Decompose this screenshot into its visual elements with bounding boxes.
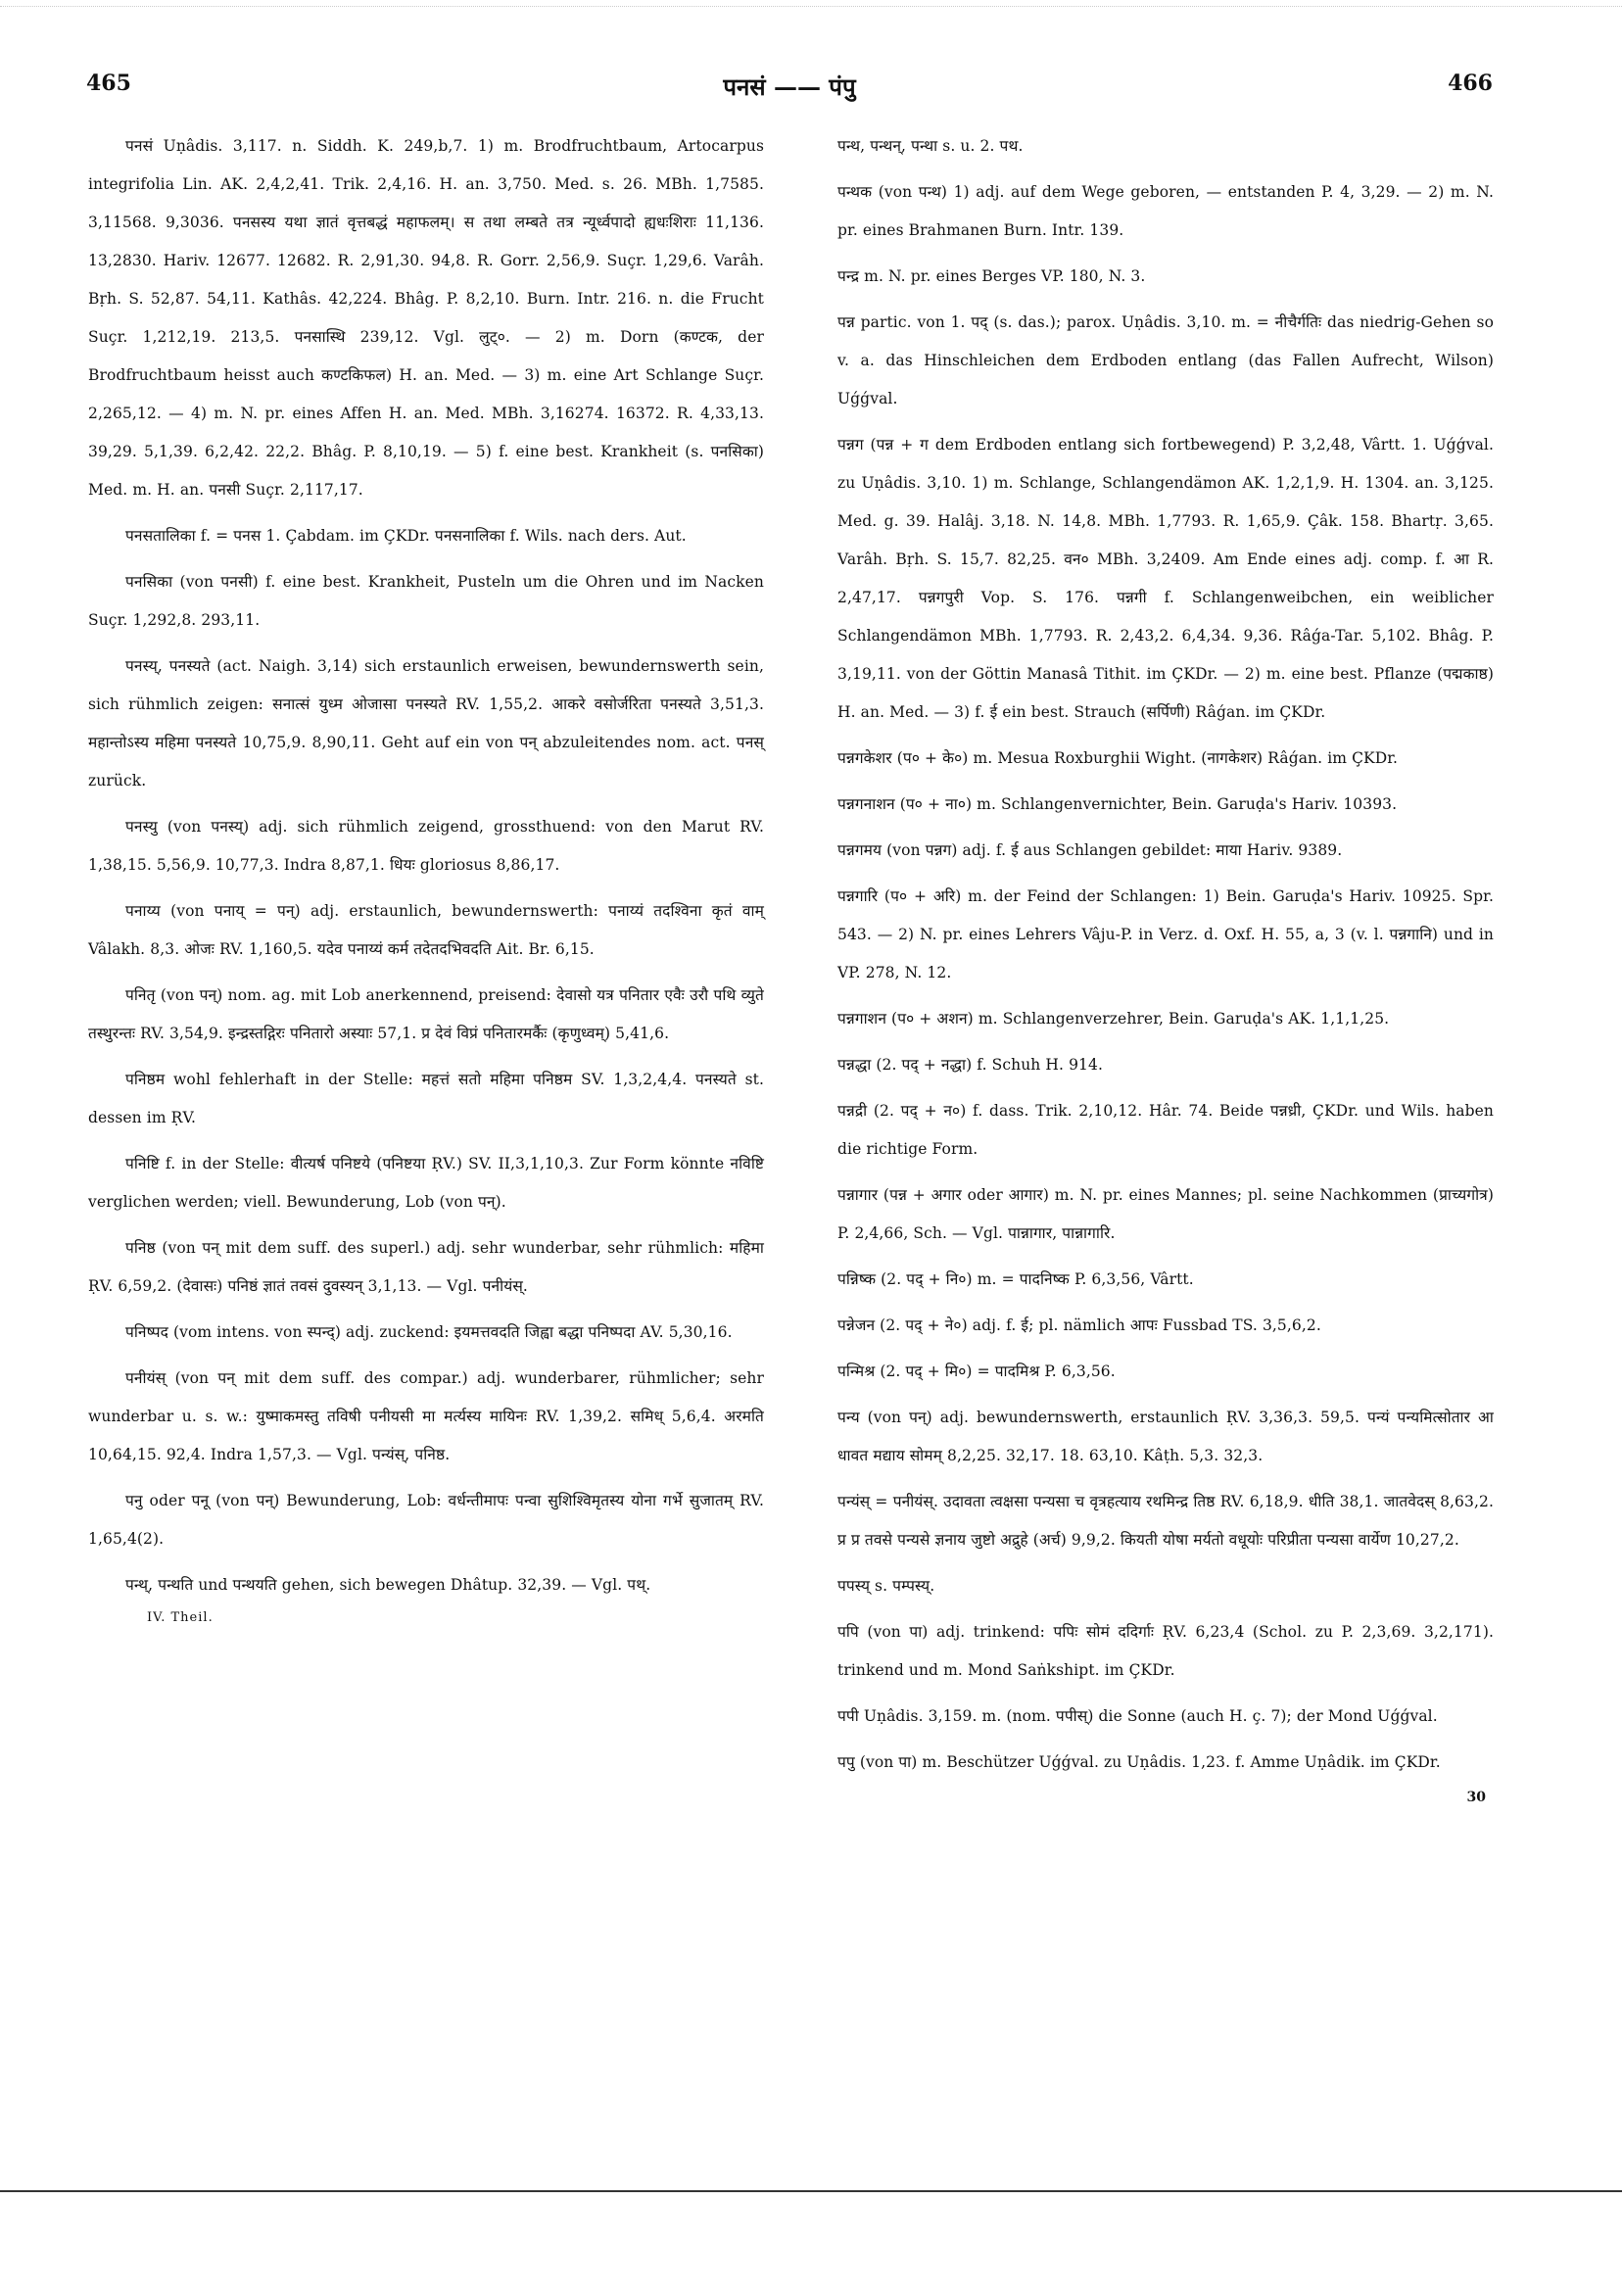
dictionary-entry: पपस्य् s. पम्पस्य्. [837,1577,935,1595]
dictionary-entry: पन्नगमय (von पन्नग) adj. f. ई aus Schlangen gebildet: माया Hariv. 9389. [837,841,1343,859]
dictionary-entry: पन्नागार (पन्न + अगार oder आगार) m. N. pr. eines Mannes; pl. seine Nachkommen (प्राच्यगोत्र) P. 2,4,66, Sch. — Vgl. पान्नागार, पान्नागारि. [837,1186,1494,1242]
page-header [86,71,1493,110]
dictionary-entry: पन्नद्धा (2. पद् + नद्धा) f. Schuh H. 914. [837,1056,1103,1074]
dictionary-entry: पन्थ, पन्थन्, पन्था s. u. 2. पथ. [837,137,1024,155]
left-column [88,127,764,1625]
dictionary-entry: पनाय्य (von पनाय् = पन्) adj. erstaunlich, bewundernswerth: पनाय्यं तदश्विना कृतं वाम् Vâlakh. 8,3. ओजः RV. 1,160,5. यदेव पनाय्यं कर्म तदेतदभिवदति Ait. Br. 6,15. [88,902,764,958]
dictionary-entry: पनिष्पद (vom intens. von स्पन्द्) adj. zuckend: इयमत्तवदति जिह्वा बद्धा पनिष्पदा AV. 5,30,16. [125,1323,733,1341]
dictionary-entry: पन्नग (पन्न + ग dem Erdboden entlang sich fortbewegend) P. 3,2,48, Vârtt. 1. Uǵǵval. zu Uṇâdis. 3,10. 1) m. Schlange, Schlangendämon AK. 1,2,1,9. H. 1304. an. 3,125. Med. g. 39. Halâj. 3,18. N. 14,8. MBh. 1,7793. R. 1,65,9. Çâk. 158. Bhartṛ. 3,65. Varâh. Bṛh. S. 15,7. 82,25. वन० MBh. 3,2409. Am Ende eines adj. comp. f. आ R. 2,47,17. पन्नगपुरी Vop. S. 176. पन्नगी f. Schlangenweibchen, ein weiblicher Schlangendämon MBh. 1,7793. R. 2,43,2. 6,4,34. 9,36. Râǵa-Tar. 5,102. Bhâg. P. 3,19,11. von der Göttin Manasâ Tithit. im ÇKDr. — 2) m. eine best. Pflanze (पद्मकाष्ठ) H. an. Med. — 3) f. ई ein best. Strauch (सर्पिणी) Râǵan. im ÇKDr. [837,436,1494,721]
dictionary-entry: पनीयंस् (von पन् mit dem suff. des compar.) adj. wunderbarer, rühmlicher; sehr wunderbar u. s. w.: युष्माकमस्तु तविषी पनीयसी मा मर्त्यस्य मायिनः RV. 1,39,2. समिध् 5,6,4. अरमति 10,64,15. 92,4. Indra 1,57,3. — Vgl. पन्यंस्, पनिष्ठ. [88,1369,764,1463]
dictionary-entry: पनस्यु (von पनस्य्) adj. sich rühmlich zeigend, grossthuend: von den Marut RV. 1,38,15. 5,56,9. 10,77,3. Indra 8,87,1. धियः gloriosus 8,86,17. [88,818,764,874]
dictionary-entry: पनिष्टि f. in der Stelle: वीत्यर्ष पनिष्टये (पनिष्टया ṚV.) SV. II,3,1,10,3. Zur Form könnte नविष्टि verglichen werden; viell. Bewunderung, Lob (von पन्). [88,1155,764,1211]
dictionary-entry: पन्निष्क (2. पद् + नि०) m. = पादनिष्क P. 6,3,56, Vârtt. [837,1270,1194,1288]
dictionary-entry: पनितृ (von पन्) nom. ag. mit Lob anerkennend, preisend: देवासो यत्र पनितार एवैः उरौ पथि व्युते तस्थुरन्तः RV. 3,54,9. इन्द्रस्तद्गिरः पनितारो अस्याः 57,1. प्र देवं विप्रं पनितारमर्कैः (कृणुध्वम्) 5,41,6. [88,986,764,1042]
running-title: पनसं —— पंपु [723,72,856,101]
signature-mark: 30 [1466,1790,1486,1805]
page-number-left: 465 [86,71,131,96]
dictionary-entry: पन्द्र m. N. pr. eines Berges VP. 180, N. 3. [837,267,1146,285]
dictionary-entry: पन्नेजन (2. पद् + ने०) adj. f. ई; pl. nämlich आपः Fussbad TS. 3,5,6,2. [837,1316,1321,1334]
dictionary-entry: पपु (von पा) m. Beschützer Uǵǵval. zu Uṇâdis. 1,23. f. Amme Uṇâdik. im ÇKDr. [837,1753,1441,1771]
page-number-right: 466 [1448,71,1493,96]
dictionary-entry: पन्नद्री (2. पद् + न०) f. dass. Trik. 2,10,12. Hâr. 74. Beide पन्नध्री, ÇKDr. und Wils. haben die richtige Form. [837,1102,1494,1158]
dictionary-entry: पनसतालिका f. = पनस 1. Çabdam. im ÇKDr. पनसनालिका f. Wils. nach ders. Aut. [125,527,687,545]
dictionary-entry: पनिष्ठम wohl fehlerhaft in der Stelle: महत्तं सतो महिमा पनिष्ठम SV. 1,3,2,4,4. पनस्यते st. dessen im ṚV. [88,1071,764,1126]
dictionary-entry: पन्नगारि (प० + अरि) m. der Feind der Schlangen: 1) Bein. Garuḍa's Hariv. 10925. Spr. 543. — 2) N. pr. eines Lehrers Vâju-P. in Verz. d. Oxf. H. 55, a, 3 (v. l. पन्नगानि) und in VP. 278, N. 12. [837,887,1494,981]
right-column [837,127,1494,1819]
dictionary-entry: पनस्य्, पनस्यते (act. Naigh. 3,14) sich erstaunlich erweisen, bewundernswerth sein, sich rühmlich zeigen: सनात्सं युध्म ओजासा पनस्यते RV. 1,55,2. आकरे वसोर्जरिता पनस्यते 3,51,3. महान्तोऽस्य महिमा पनस्यते 10,75,9. 8,90,11. Geht auf ein von पन् abzuleitendes nom. act. पनस् zurück. [88,657,764,789]
dictionary-entry: पन्थ्, पन्थति und पन्थयति gehen, sich bewegen Dhâtup. 32,39. — Vgl. पथ्. [125,1576,651,1594]
dictionary-entry: पनिष्ठ (von पन् mit dem suff. des superl.) adj. sehr wunderbar, sehr rühmlich: महिमा ṚV. 6,59,2. (देवासः) पनिष्ठं ज्ञातं तवसं दुवस्यन् 3,1,13. — Vgl. पनीयंस्. [88,1239,764,1295]
dictionary-entry: पपि (von पा) adj. trinkend: पपिः सोमं ददिर्गाः ṚV. 6,23,4 (Schol. zu P. 2,3,69. 3,2,171). trinkend und m. Mond Saṅkshipt. im ÇKDr. [837,1623,1494,1679]
dictionary-entry: पन्नगनाशन (प० + ना०) m. Schlangenvernichter, Bein. Garuḍa's Hariv. 10393. [837,795,1398,813]
dictionary-entry: पनु oder पनू (von पन्) Bewunderung, Lob: वर्धन्तीमापः पन्वा सुशिश्विमृतस्य योना गर्भे सुजातम् RV. 1,65,4(2). [88,1492,764,1548]
dictionary-entry: पन्मिश्र (2. पद् + मि०) = पादमिश्र P. 6,3,56. [837,1363,1116,1380]
dictionary-entry: पन्नगाशन (प० + अशन) m. Schlangenverzehrer, Bein. Garuḍa's AK. 1,1,1,25. [837,1010,1390,1028]
volume-note: IV. Theil. [147,1610,214,1625]
top-edge [0,0,1622,7]
dictionary-entry: पन्नगकेशर (प० + के०) m. Mesua Roxburghii Wight. (नागकेशर) Râǵan. im ÇKDr. [837,749,1399,767]
dictionary-entry: पन्न partic. von 1. पद् (s. das.); parox. Uṇâdis. 3,10. m. = नीचैर्गतिः das niedrig-Gehen so v. a. das Hinschleichen dem Erdboden entlang (das Fallen Aufrecht, Wilson) Uǵǵval. [837,313,1494,407]
dictionary-entry: पनसं Uṇâdis. 3,117. n. Siddh. K. 249,b,7. 1) m. Brodfruchtbaum, Artocarpus integrifolia Lin. AK. 2,4,2,41. Trik. 2,4,16. H. an. 3,750. Med. s. 26. MBh. 1,7585. 3,11568. 9,3036. पनसस्य यथा ज्ञातं वृत्तबद्धं महाफलम्। स तथा लम्बते तत्र न्यूर्ध्वपादो ह्यधःशिराः 11,136. 13,2830. Hariv. 12677. 12682. R. 2,91,30. 94,8. R. Gorr. 2,56,9. Suçr. 1,29,6. Varâh. Bṛh. S. 52,87. 54,11. Kathâs. 42,224. Bhâg. P. 8,2,10. Burn. Intr. 216. n. die Frucht Suçr. 1,212,19. 213,5. पनसास्थि 239,12. Vgl. लुट्०. — 2) m. Dorn (कण्टक, der Brodfruchtbaum heisst auch कण्टकिफल) H. an. Med. — 3) m. eine Art Schlange Suçr. 2,265,12. — 4) m. N. pr. eines Affen H. an. Med. MBh. 3,16274. 16372. R. 4,33,13. 39,29. 5,1,39. 6,2,42. 22,2. Bhâg. P. 8,10,19. — 5) f. eine best. Krankheit (s. पनसिका) Med. m. H. an. पनसी Suçr. 2,117,17. [88,137,764,499]
dictionary-entry: पन्य (von पन्) adj. bewundernswerth, erstaunlich ṚV. 3,36,3. 59,5. पन्यं पन्यमित्सोतार आ धावत मद्याय सोमम् 8,2,25. 32,17. 18. 63,10. Kâṭh. 5,3. 32,3. [837,1409,1494,1464]
dictionary-entry: पन्थक (von पन्थ) 1) adj. auf dem Wege geboren, — entstanden P. 4, 3,29. — 2) m. N. pr. eines Brahmanen Burn. Intr. 139. [837,183,1494,239]
bottom-rule [0,2190,1622,2192]
dictionary-entry: पन्यंस् = पनीयंस्. उदावता त्वक्षसा पन्यसा च वृत्रहत्याय रथमिन्द्र तिष्ठ RV. 6,18,9. धीति 38,1. जातवेदस् 8,63,2. प्र प्र तवसे पन्यसे ज्ञनाय जुष्टो अद्रुहे (अर्च) 9,9,2. कियती योषा मर्यतो वधूयोः परिप्रीता पन्यसा वार्येण 10,27,2. [837,1493,1494,1549]
dictionary-entry: पपी Uṇâdis. 3,159. m. (nom. पपीस्) die Sonne (auch H. ç. 7); der Mond Uǵǵval. [837,1707,1438,1725]
dictionary-entry: पनसिका (von पनसी) f. eine best. Krankheit, Pusteln um die Ohren und im Nacken Suçr. 1,292,8. 293,11. [88,573,764,629]
